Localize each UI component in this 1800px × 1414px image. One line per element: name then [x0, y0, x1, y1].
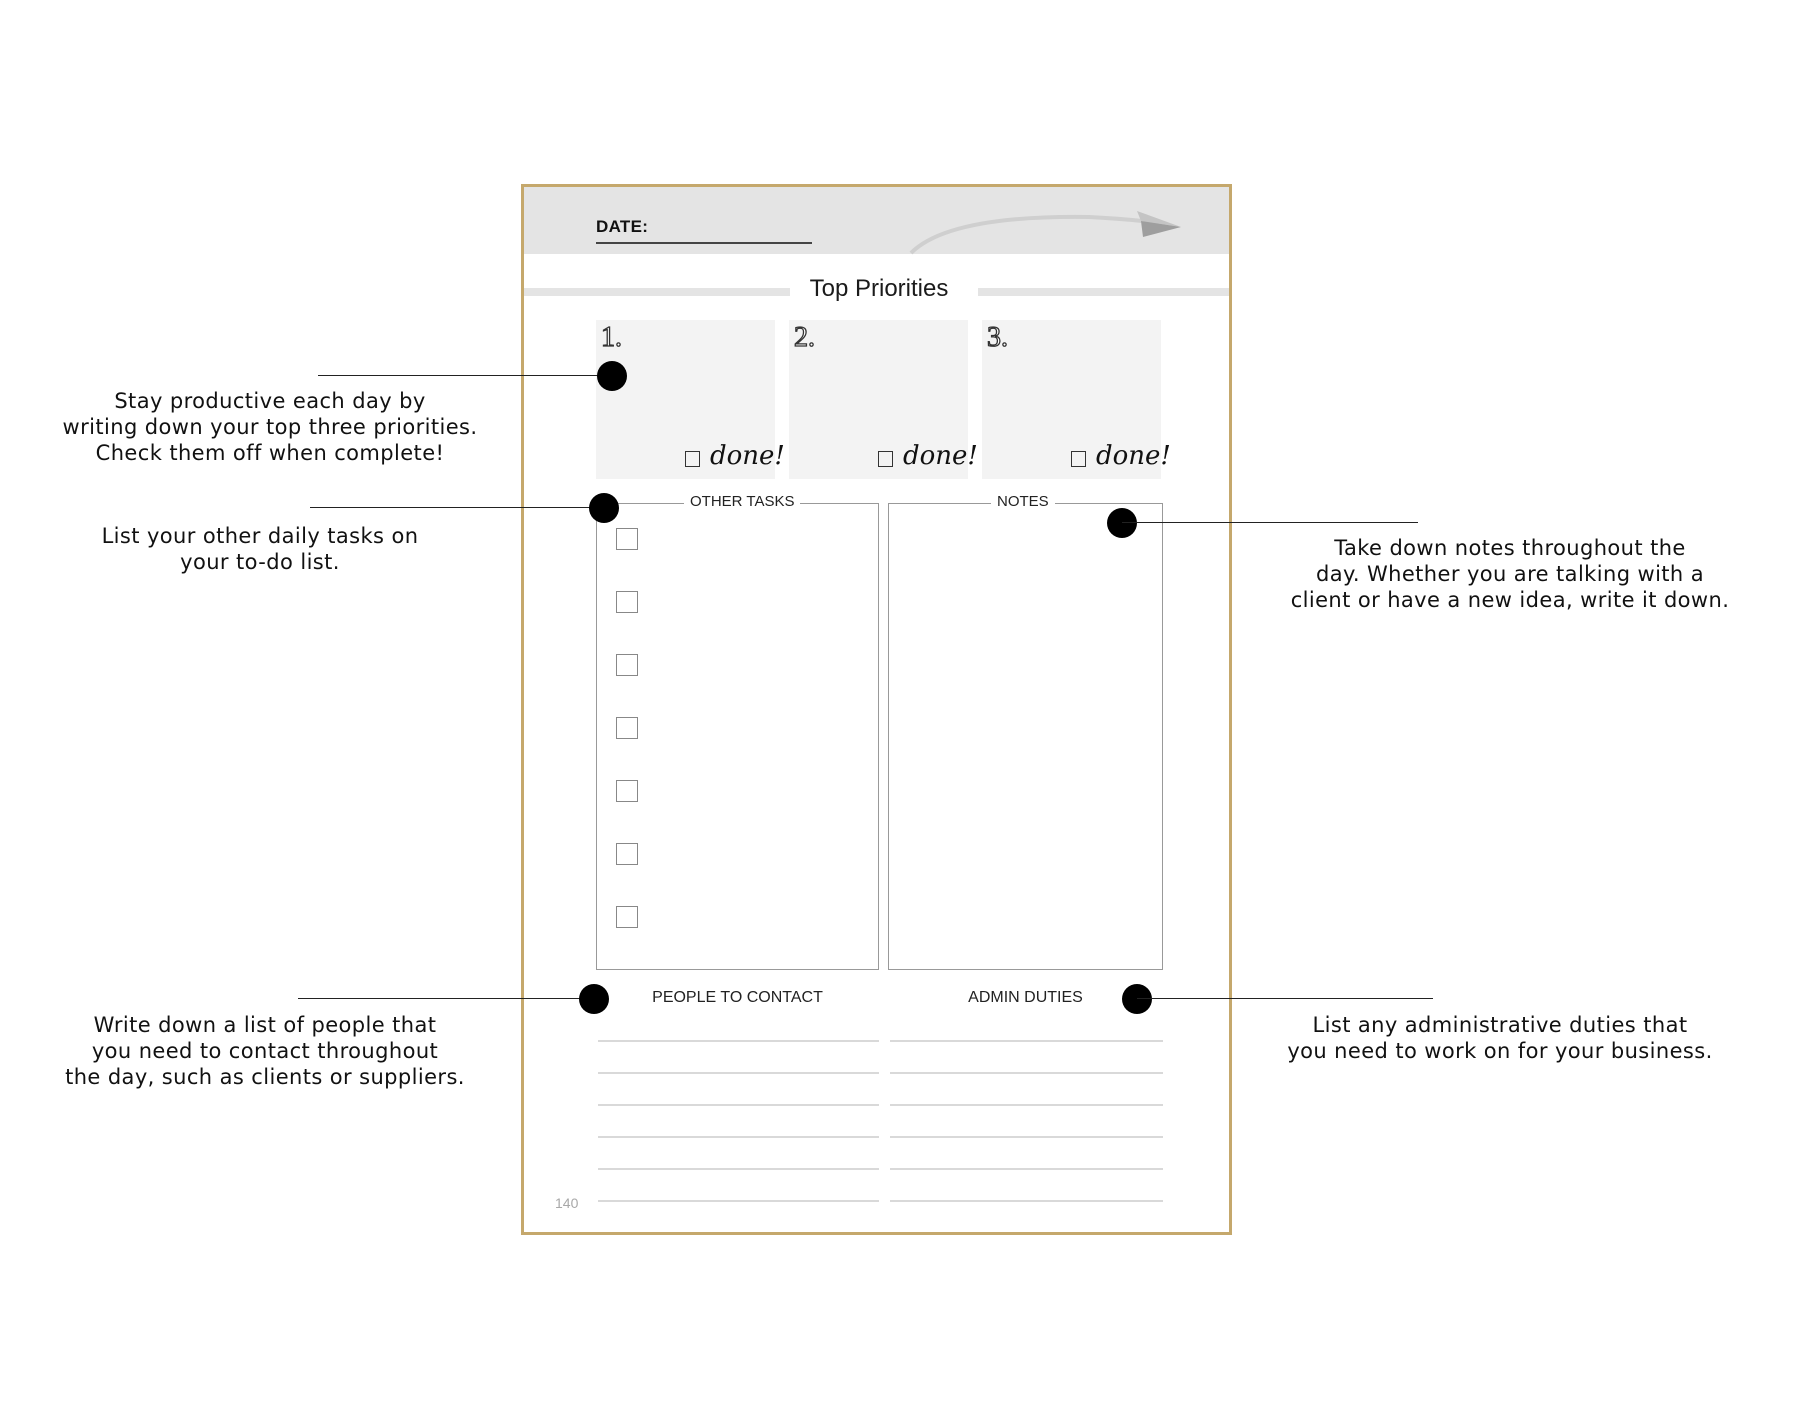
priority-number: 2.	[794, 322, 815, 353]
admin-duties-label: ADMIN DUTIES	[968, 989, 1083, 1006]
priority-box-1[interactable]	[596, 320, 785, 479]
callout-priorities-line	[318, 375, 612, 376]
priority-done-checkbox[interactable]	[685, 451, 700, 467]
other-tasks-label: OTHER TASKS	[684, 493, 800, 510]
admin-write-line[interactable]	[890, 1072, 1163, 1074]
callout-admin-text: List any administrative duties that you need to work on for your business.	[1287, 1013, 1713, 1063]
task-checkbox[interactable]	[616, 654, 638, 676]
priority-done-checkbox[interactable]	[1071, 451, 1086, 467]
callout-people-text: Write down a list of people that you need to contact throughout the day, such as clients or suppliers.	[65, 1013, 465, 1089]
admin-write-line[interactable]	[890, 1104, 1163, 1106]
callout-notes-line	[1122, 522, 1418, 523]
people-write-line[interactable]	[598, 1072, 879, 1074]
task-checkbox[interactable]	[616, 906, 638, 928]
admin-write-line[interactable]	[890, 1136, 1163, 1138]
people-write-line[interactable]	[598, 1200, 879, 1202]
task-checkbox[interactable]	[616, 591, 638, 613]
notes-label: NOTES	[991, 493, 1055, 510]
paper-plane-icon	[909, 207, 1189, 255]
admin-write-line[interactable]	[890, 1200, 1163, 1202]
admin-write-line[interactable]	[890, 1040, 1163, 1042]
page-number: 140	[555, 1195, 579, 1211]
task-checkbox[interactable]	[616, 843, 638, 865]
people-write-line[interactable]	[598, 1040, 879, 1042]
task-checkbox[interactable]	[616, 780, 638, 802]
priority-done-label: done!	[903, 441, 978, 471]
people-write-line[interactable]	[598, 1168, 879, 1170]
date-field-line[interactable]	[596, 242, 812, 244]
people-write-line[interactable]	[598, 1104, 879, 1106]
other-tasks-box	[596, 503, 879, 970]
callout-other-tasks-text: List your other daily tasks on your to-do list.	[101, 524, 419, 574]
top-priorities-rule-left	[524, 288, 790, 296]
priority-box-2[interactable]	[789, 320, 978, 479]
priority-number: 1.	[601, 322, 622, 353]
date-label: DATE:	[596, 217, 649, 236]
callout-admin-line	[1137, 998, 1433, 999]
task-checkbox[interactable]	[616, 717, 638, 739]
planner-page	[521, 184, 1232, 1235]
top-priorities-title: Top Priorities	[804, 275, 954, 303]
priority-done-checkbox[interactable]	[878, 451, 893, 467]
notes-box[interactable]	[888, 503, 1163, 970]
callout-priorities-dot	[597, 361, 627, 391]
callout-other-tasks-dot	[589, 493, 619, 523]
priority-number: 3.	[987, 322, 1008, 353]
callout-other-tasks-line	[310, 507, 604, 508]
top-priorities-rule-right	[978, 288, 1229, 296]
callout-people-dot	[579, 984, 609, 1014]
people-write-line[interactable]	[598, 1136, 879, 1138]
priority-done-label: done!	[710, 441, 785, 471]
priority-box-3[interactable]	[982, 320, 1171, 479]
callout-people-line	[298, 998, 594, 999]
admin-write-line[interactable]	[890, 1168, 1163, 1170]
task-checkbox[interactable]	[616, 528, 638, 550]
people-to-contact-label: PEOPLE TO CONTACT	[652, 989, 823, 1006]
callout-notes-text: Take down notes throughout the day. Whether you are talking with a client or have a new idea, write it down.	[1290, 536, 1730, 612]
callout-priorities-text: Stay productive each day by writing down your top three priorities. Check them off when complete!	[62, 389, 478, 465]
priority-done-label: done!	[1096, 441, 1171, 471]
